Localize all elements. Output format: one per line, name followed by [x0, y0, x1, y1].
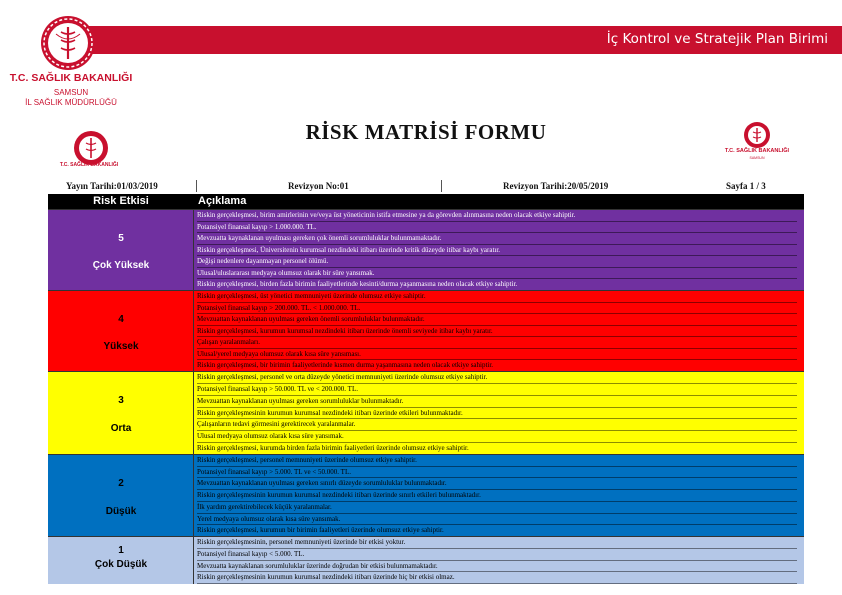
risk-level-number: 4: [118, 313, 124, 325]
description-line: Değişi nedenlere dayanmayan personel ölümü.: [197, 256, 797, 268]
risk-level-cell: [48, 372, 194, 455]
description-line: Potansiyel finansal kayıp > 200.000. TL. < 1.000.000. TL.: [197, 303, 797, 315]
table-row: [48, 209, 804, 291]
risk-description-cell: [195, 210, 804, 291]
description-line: Mevzuatta kaynaklanan uyulması gereken çok önemli sorumluluklar bulunmamaktadır.: [197, 233, 797, 245]
description-line: Potansiyel finansal kayıp < 5.000. TL.: [197, 549, 797, 561]
header-bar: [83, 26, 842, 54]
description-line: Çalışan yaralanmaları.: [197, 337, 797, 349]
risk-description-cell: [195, 372, 804, 455]
description-line: Mevzuattan kaynaklanan uyulması gereken önemli sorumluluklar bulunmaktadır.: [197, 314, 797, 326]
description-line: Riskin gerçekleşmesi, birden fazla birimin faaliyetlerinde kesinti/durma yaşanmasına neden olacak etkiye sahiptir.: [197, 279, 797, 291]
risk-level-name: Düşük: [105, 505, 137, 517]
form-title: RİSK MATRİSİ FORMU: [305, 120, 547, 144]
risk-description-cell: [195, 537, 804, 584]
description-line: Riskin gerçekleşmesinin kurumun kurumsal nezdindeki itibarı üzerinde hiç bir etkisi olmaz.: [197, 572, 797, 584]
description-line: Riskin gerçekleşmesinin kurumun kurumsal nezdindeki itibarı üzerinde etkileri bulunmaktadır.: [197, 408, 797, 420]
description-line: Riskin gerçekleşmesi, kurumda birden fazla birimin faaliyetleri üzerinde olumsuz etkiye sahiptir.: [197, 443, 797, 455]
col-description: Açıklama: [198, 195, 247, 207]
description-line: Yerel medyaya olumsuz olarak kısa süre yansımak.: [197, 514, 797, 526]
description-line: Ulusal medyaya olumsuz olarak kısa süre yansımak.: [197, 431, 797, 443]
form-org-name-left: T.C. SAĞLIK BAKANLIĞI: [59, 162, 119, 168]
table-row: [48, 290, 804, 372]
form-org-name-right: T.C. SAĞLIK BAKANLIĞI: [724, 148, 790, 154]
unit-title: İç Kontrol ve Stratejik Plan Birimi: [606, 31, 828, 47]
form-info-row: [48, 180, 804, 192]
table-header: [48, 194, 804, 209]
col-risk-effect: Risk Etkisi: [93, 195, 149, 207]
risk-level-cell: [48, 537, 194, 584]
description-line: Potansiyel finansal kayıp > 50.000. TL ve < 200.000. TL.: [197, 384, 797, 396]
risk-level-cell: [48, 210, 194, 291]
description-line: Riskin gerçekleşmesi, kurumun bir birimin faaliyetleri üzerinde olumsuz etkiye sahiptir.: [197, 525, 797, 537]
risk-level-cell: [48, 455, 194, 537]
description-line: Çalışanların tedavi görmesini gerektirecek yaralanmalar.: [197, 419, 797, 431]
description-line: Riskin gerçekleşmesi, bir birimin faaliyetlerinde kısmen durma yaşanmasına neden olacak etkiye sahiptir.: [197, 360, 797, 372]
page-number: Sayfa 1 / 3: [726, 181, 766, 191]
risk-level-number: 1: [118, 545, 124, 556]
description-line: Riskin gerçekleşmesi, personel ve orta düzeyde yönetici memnuniyeti üzerinde olumsuz etkiye sahiptir.: [197, 372, 797, 384]
revision-no: Revizyon No:01: [288, 181, 349, 191]
risk-level-name: Yüksek: [103, 341, 139, 353]
info-divider: [441, 180, 442, 192]
description-line: İlk yardım gerektirebilecek küçük yaralanmalar.: [197, 502, 797, 514]
description-line: Riskin gerçekleşmesinin, personel memnuniyeti üzerinde bir etkisi yoktur.: [197, 537, 797, 549]
risk-level-name: Çok Düşük: [94, 559, 148, 570]
org-department: İL SAĞLIK MÜDÜRLÜĞÜ: [25, 98, 117, 107]
org-name: T.C. SAĞLIK BAKANLIĞI: [9, 72, 133, 84]
revision-date: Revizyon Tarihi:20/05/2019: [503, 181, 609, 191]
form-org-sub-right: SAMSUN: [749, 156, 765, 160]
description-line: Ulusal/uluslararası medyaya olumsuz olarak bir süre yansımak.: [197, 268, 797, 280]
risk-description-cell: [195, 455, 804, 537]
table-row: [48, 371, 804, 455]
description-line: Riskin gerçekleşmesi, personel memnuniyeti üzerinde olumsuz etkiye sahiptir.: [197, 455, 797, 467]
description-line: Riskin gerçekleşmesi, birim amirlerinin ve/veya üst yöneticinin istifa etmesine ya da görevden alınmasına neden olacak etkiye sahiptir.: [197, 210, 797, 222]
publish-date: Yayın Tarihi:01/03/2019: [66, 181, 158, 191]
description-line: Mevzuattan kaynaklanan uyulması gereken sorumluluklar bulunmaktadır.: [197, 396, 797, 408]
description-line: Riskin gerçekleşmesi, kurumun kurumsal nezdindeki itibarı üzerinde önemli seviyede itibar kaybı yaratır.: [197, 326, 797, 338]
risk-matrix-form: [48, 110, 804, 583]
risk-level-name: Çok Yüksek: [92, 260, 150, 272]
description-line: Mevzuatta kaynaklanan sorumluluklar üzerinde doğrudan bir etkisi bulunmamaktadır.: [197, 561, 797, 573]
table-row: [48, 536, 804, 584]
info-divider: [196, 180, 197, 192]
description-line: Riskin gerçekleşmesinin kurumun kurumsal nezdindeki itibarı üzerinde sınırlı etkileri bulunmaktadır.: [197, 490, 797, 502]
description-line: Mevzuattan kaynaklanan uyulması gereken sınırlı düzeyde sorumluluklar bulunmaktadır.: [197, 478, 797, 490]
risk-level-number: 5: [118, 232, 124, 244]
description-line: Potansiyel finansal kayıp > 5.000. TL ve < 50.000. TL.: [197, 467, 797, 479]
description-line: Riskin gerçekleşmesi, üst yönetici memnuniyeti üzerinde olumsuz etkiye sahiptir.: [197, 291, 797, 303]
risk-level-name: Orta: [110, 423, 132, 435]
table-row: [48, 454, 804, 537]
risk-level-number: 2: [118, 477, 124, 489]
org-city: SAMSUN: [53, 88, 89, 97]
risk-description-cell: [195, 291, 804, 372]
risk-level-cell: [48, 291, 194, 372]
description-line: Riskin gerçekleşmesi, Üniversitenin kurumsal nezdindeki itibarı üzerinde kritik düzeyde itibar kaybı yaratır.: [197, 245, 797, 257]
description-line: Potansiyel finansal kayıp > 1.000.000. TL.: [197, 222, 797, 234]
description-line: Ulusal/yerel medyaya olumsuz olarak kısa süre yansıması.: [197, 349, 797, 361]
ministry-logo: [30, 10, 106, 70]
risk-level-number: 3: [118, 395, 124, 407]
